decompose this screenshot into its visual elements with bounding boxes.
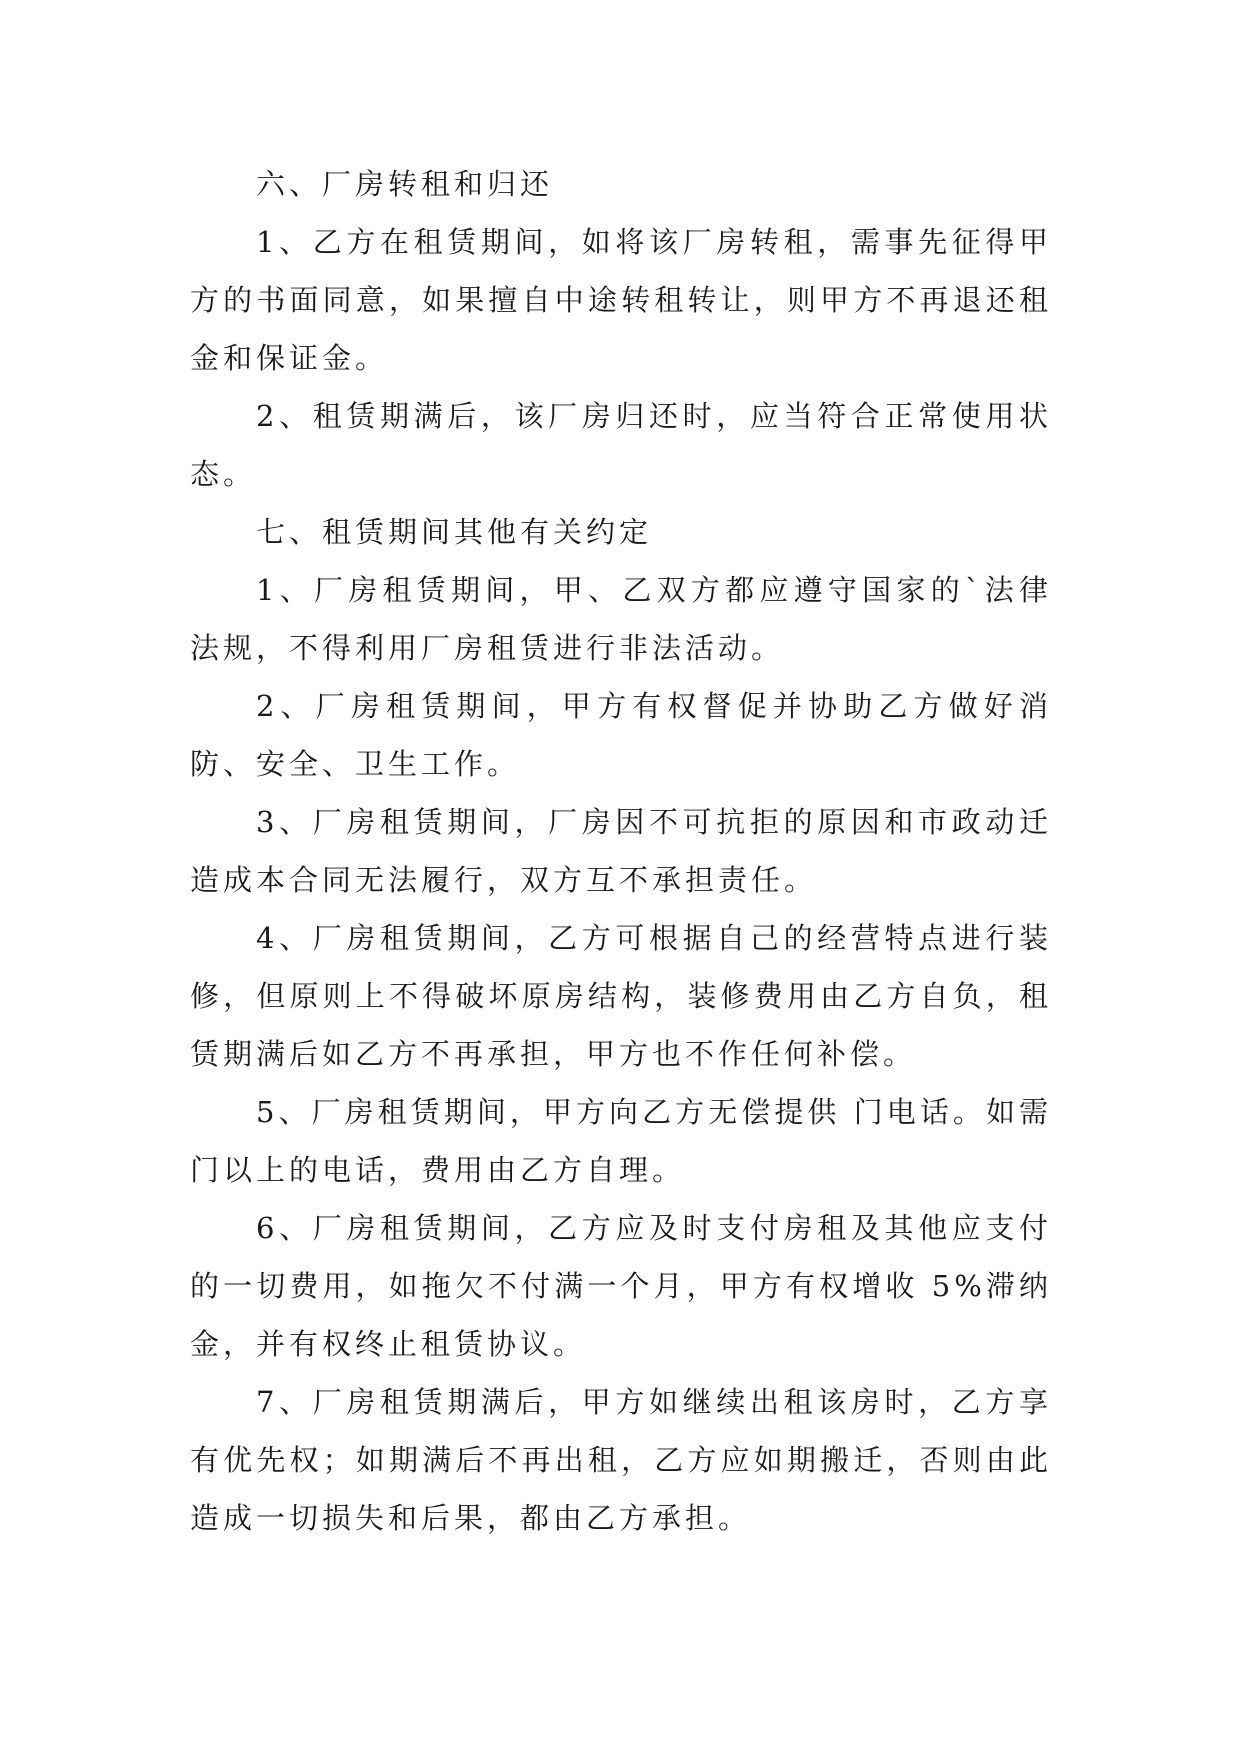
section-heading-sublease: 六、厂房转租和归还 xyxy=(256,167,554,201)
clause-paragraph: 7、厂房租赁期满后，甲方如继续出租该房时，乙方享有优先权；如期满后不再出租，乙方应如期搬迁，否则由此造成一切损失和后果，都由乙方承担。 xyxy=(190,1385,1052,1535)
clause-paragraph: 1、乙方在租赁期间，如将该厂房转租，需事先征得甲方的书面同意，如果擅自中途转租转让，则甲方不再退还租金和保证金。 xyxy=(190,225,1052,375)
clause-paragraph: 2、租赁期满后，该厂房归还时，应当符合正常使用状态。 xyxy=(190,399,1052,491)
clause-paragraph: 1、厂房租赁期间，甲、乙双方都应遵守国家的`法律法规，不得利用厂房租赁进行非法活动。 xyxy=(190,573,1052,665)
document-body xyxy=(190,155,1052,1547)
clause-paragraph: 6、厂房租赁期间，乙方应及时支付房租及其他应支付的一切费用，如拖欠不付满一个月，甲方有权增收 5%滞纳金，并有权终止租赁协议。 xyxy=(190,1211,1052,1361)
clause-paragraph: 2、厂房租赁期间，甲方有权督促并协助乙方做好消防、安全、卫生工作。 xyxy=(190,689,1052,781)
clause-paragraph: 3、厂房租赁期间，厂房因不可抗拒的原因和市政动迁造成本合同无法履行，双方互不承担责任。 xyxy=(190,805,1052,897)
clause-paragraph: 4、厂房租赁期间，乙方可根据自己的经营特点进行装修，但原则上不得破坏原房结构，装修费用由乙方自负，租赁期满后如乙方不再承担，甲方也不作任何补偿。 xyxy=(190,921,1052,1071)
clause-paragraph: 5、厂房租赁期间，甲方向乙方无偿提供 门电话。如需门以上的电话，费用由乙方自理。 xyxy=(190,1095,1052,1187)
section-heading-other-agreements: 七、租赁期间其他有关约定 xyxy=(256,515,653,549)
